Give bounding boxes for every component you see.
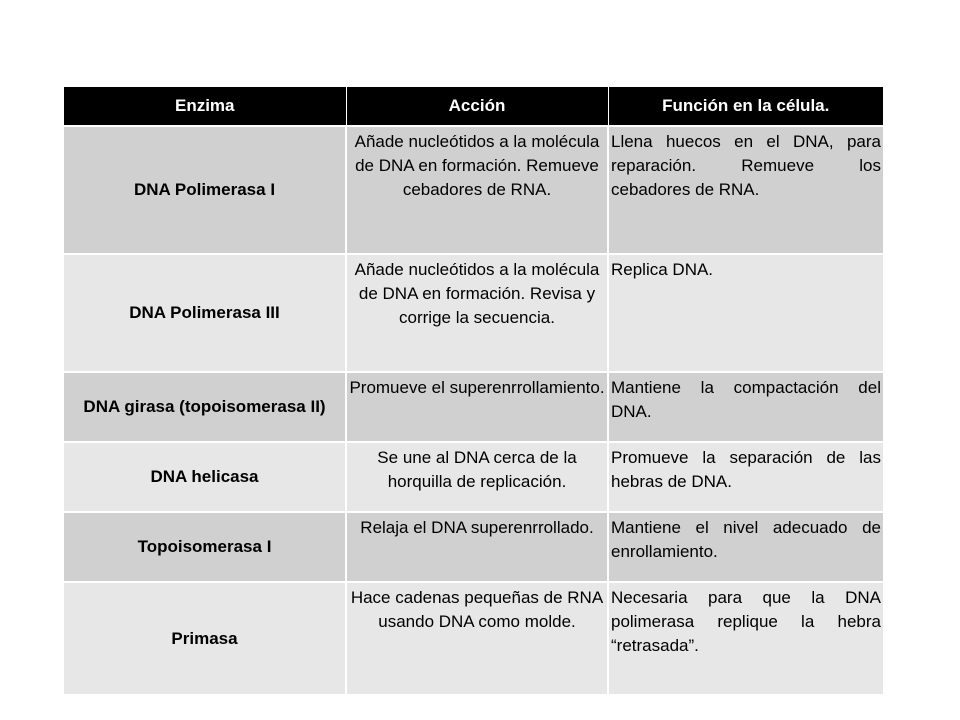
action-cell: Relaja el DNA superenrrollado. xyxy=(346,512,608,582)
enzyme-table xyxy=(64,87,883,694)
table-row xyxy=(64,254,883,372)
function-cell: Mantiene la compactación del DNA. xyxy=(608,372,883,442)
enzyme-cell: Topoisomerasa I xyxy=(64,512,346,582)
action-cell: Añade nucleótidos a la molécula de DNA en formación. Remueve cebadores de RNA. xyxy=(346,126,608,254)
action-cell: Hace cadenas pequeñas de RNA usando DNA como molde. xyxy=(346,582,608,694)
enzyme-cell: DNA girasa (topoisomerasa II) xyxy=(64,372,346,442)
enzyme-cell: Primasa xyxy=(64,582,346,694)
table-header-row xyxy=(64,87,883,126)
action-cell: Añade nucleótidos a la molécula de DNA en formación. Revisa y corrige la secuencia. xyxy=(346,254,608,372)
header-function: Función en la célula. xyxy=(608,87,883,126)
table-row xyxy=(64,442,883,512)
function-cell: Promueve la separación de las hebras de DNA. xyxy=(608,442,883,512)
enzyme-cell: DNA helicasa xyxy=(64,442,346,512)
function-cell: Mantiene el nivel adecuado de enrollamiento. xyxy=(608,512,883,582)
action-cell: Se une al DNA cerca de la horquilla de replicación. xyxy=(346,442,608,512)
header-action: Acción xyxy=(346,87,608,126)
enzyme-cell: DNA Polimerasa III xyxy=(64,254,346,372)
enzyme-cell: DNA Polimerasa I xyxy=(64,126,346,254)
function-cell: Replica DNA. xyxy=(608,254,883,372)
table-row xyxy=(64,512,883,582)
table-row xyxy=(64,372,883,442)
table-row xyxy=(64,126,883,254)
function-cell: Llena huecos en el DNA, para reparación. Remueve los cebadores de RNA. xyxy=(608,126,883,254)
action-cell: Promueve el superenrrollamiento. xyxy=(346,372,608,442)
header-enzyme: Enzima xyxy=(64,87,346,126)
function-cell: Necesaria para que la DNA polimerasa replique la hebra “retrasada”. xyxy=(608,582,883,694)
table-row xyxy=(64,582,883,694)
